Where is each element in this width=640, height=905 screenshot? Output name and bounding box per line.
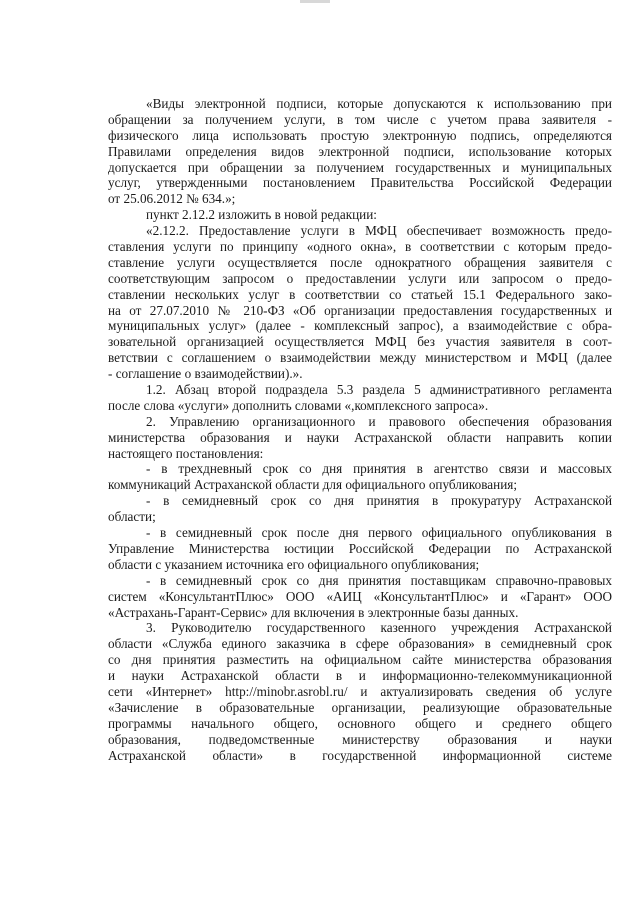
text-line: систем «КонсультантПлюс» ООО «АИЦ «КонсультантПлюс» и «Гарант» ООО [108,588,612,604]
text-line: соответствующим запросом о предоставлении услуги или запросом о предо- [108,270,612,286]
text-line: - в семидневный срок после дня первого официального опубликования в [146,525,612,541]
text-line: и науки Астраханской области в и информационно-телекоммуникационной [108,668,612,684]
text-line: на от 27.07.2010 № 210-ФЗ «Об организации предоставления государственных и [108,302,612,318]
text-line: обращении за получением услуги, в том числе с учетом права заявителя - [108,111,612,127]
document-body [108,96,612,763]
text-line: 3. Руководителю государственного казенного учреждения Астраханской [146,620,612,636]
text-line: - соглашение о взаимодействии).». [108,366,303,382]
text-line: допускается при обращении за получением государственных и муниципальных [108,159,612,175]
text-line: ставление услуги осуществляется после однократного обращения заявителя с [108,254,612,270]
text-line: области с указанием источника его официального опубликования; [108,556,480,572]
text-line: ставления услуги по принципу «одного окна», в соответствии с которым предо- [108,239,612,255]
text-line: образования, подведомственные министерству образования и науки [108,731,612,747]
text-line: от 25.06.2012 № 634.»; [108,191,236,207]
text-line: услуг, утвержденными постановлением Правительства Российской Федерации [108,175,612,191]
text-line: после слова «услуги» дополнить словами «,комплексного запроса». [108,397,489,413]
text-line: «Зачисление в образовательные организации, реализующие образовательные [108,699,612,715]
text-line: министерства образования и науки Астраханской области направить копии [108,429,612,445]
text-line: - в семидневный срок со дня принятия в прокуратуру Астраханской [146,493,612,509]
text-line: муниципальных услуг» (далее - комплексный запрос), а взаимодействие с обра- [108,318,612,334]
text-line: «Астрахань-Гарант-Сервис» для включения в электронные базы данных. [108,604,519,620]
text-line: пункт 2.12.2 изложить в новой редакции: [146,207,377,223]
text-line: области «Служба единого заказчика в сфере образования» в семидневный срок [108,636,612,652]
text-line: ветствии с соглашением о взаимодействии между министерством и МФЦ (далее [108,350,612,366]
text-line: «Виды электронной подписи, которые допускаются к использованию при [146,96,612,111]
text-line: коммуникаций Астраханской области для официального опубликования; [108,477,517,493]
text-line: - в семидневный срок со дня принятия поставщикам справочно-правовых [146,572,612,588]
text-line: настоящего постановления: [108,445,264,461]
text-line: ставлении нескольких услуг в соответствии со статьей 15.1 Федерального зако- [108,286,612,302]
text-line: зовательной организацией осуществляется МФЦ без участия заявителя в соот- [108,334,612,350]
text-line: сети «Интернет» http://minobr.asrobl.ru/ и актуализировать сведения об услуге [108,683,612,699]
text-line: со дня принятия разместить на официальном сайте министерства образования [108,652,612,668]
text-line: области; [108,509,156,525]
text-line: 1.2. Абзац второй подраздела 5.3 раздела 5 административного регламента [146,382,612,398]
text-line: программы начального общего, основного общего и среднего общего [108,715,612,731]
text-line: физического лица использовать простую электронную подпись, определяются [108,127,612,143]
text-line: Астраханской области» в государственной информационной системе [108,747,612,763]
text-line: - в трехдневный срок со дня принятия в агентство связи и массовых [146,461,612,477]
text-line: Правилами определения видов электронной подписи, использование которых [108,143,612,159]
scan-mark [300,0,330,3]
text-line: 2. Управлению организационного и правового обеспечения образования [146,413,612,429]
text-line: «2.12.2. Предоставление услуги в МФЦ обеспечивает возможность предо- [146,223,612,239]
text-line: Управление Министерства юстиции Российской Федерации по Астраханской [108,540,612,556]
